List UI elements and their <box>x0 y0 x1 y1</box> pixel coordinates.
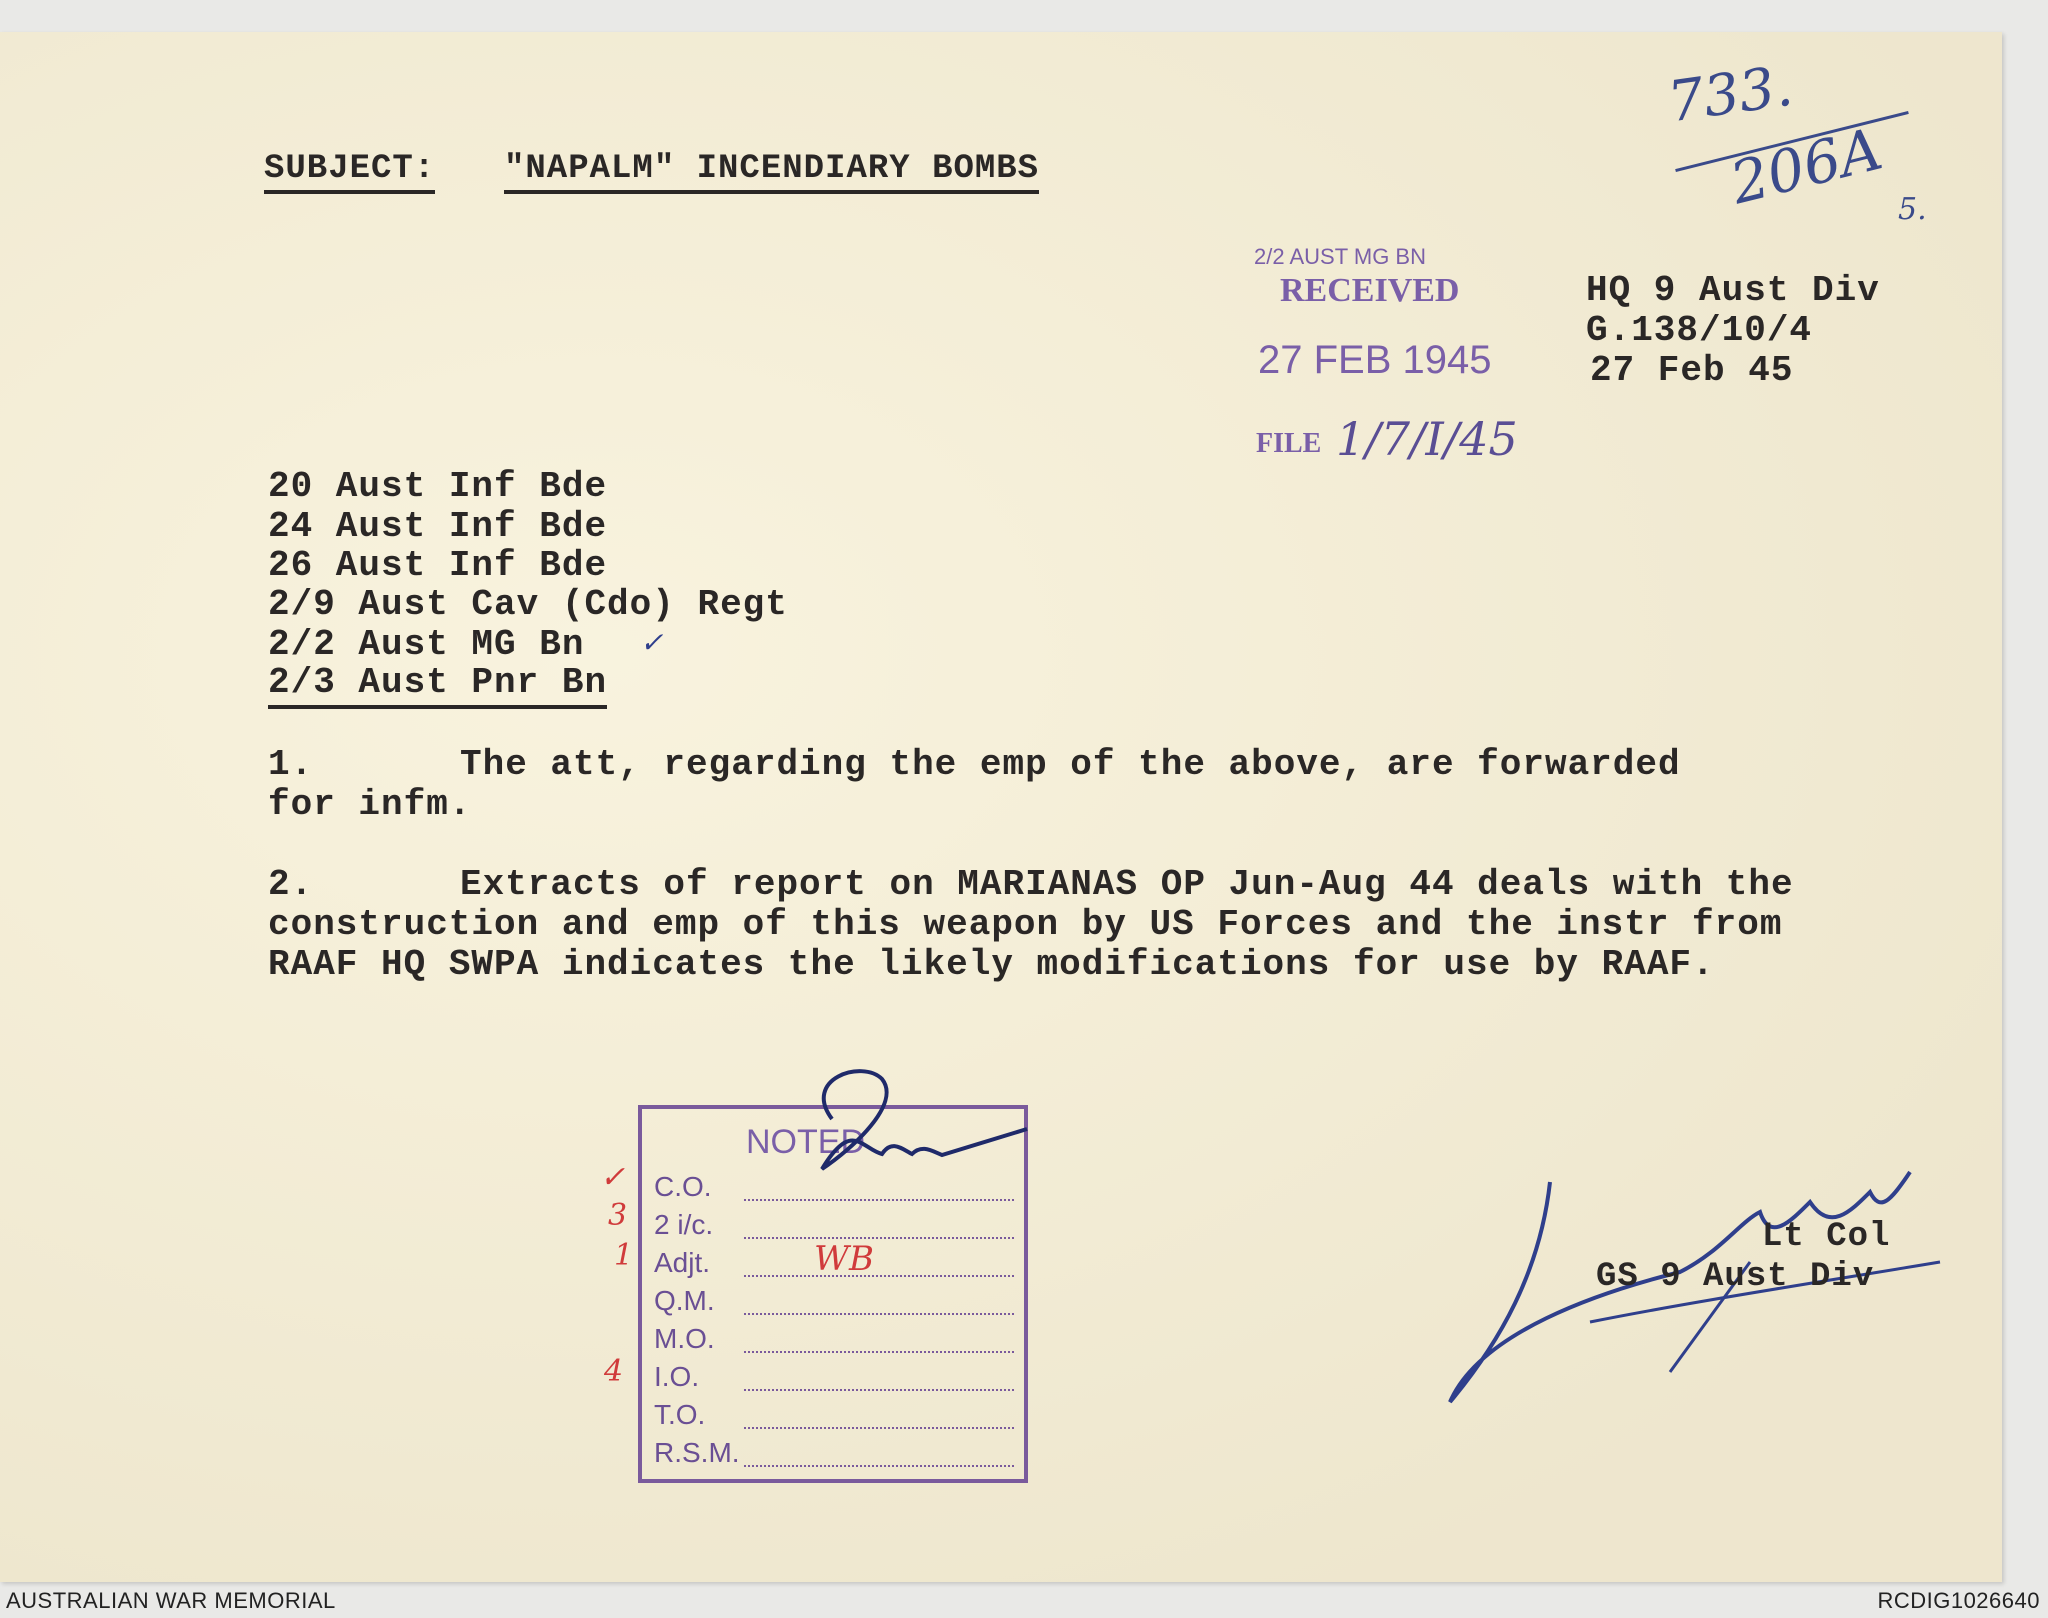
paragraph-2-line-3: RAAF HQ SWPA indicates the likely modifications for use by RAAF. <box>268 944 1715 985</box>
received-stamp-file-label: FILE <box>1256 428 1322 459</box>
noted-row-adjt <box>654 1239 1014 1285</box>
addressee-4: 2/9 Aust Cav (Cdo) Regt <box>268 584 788 625</box>
noted-row-label: R.S.M. <box>654 1437 740 1468</box>
addressee-3: 26 Aust Inf Bde <box>268 545 608 586</box>
noted-row-label: M.O. <box>654 1323 715 1354</box>
received-stamp-file-number: 1/7/I/45 <box>1336 412 1518 466</box>
archive-ref-small: 5. <box>1898 192 1927 227</box>
addressee-5: 2/2 Aust MG Bn <box>268 624 585 665</box>
subject-label: SUBJECT: <box>264 150 435 194</box>
sender-hq: HQ 9 Aust Div <box>1586 270 1880 311</box>
paragraph-1-number: 1. <box>268 744 314 785</box>
paragraph-1-line-1: The att, regarding the emp of the above, are forwarded <box>460 744 1681 785</box>
subject-title: "NAPALM" INCENDIARY BOMBS <box>504 150 1039 194</box>
archive-ref-bottom: 206A <box>1724 114 1889 218</box>
footer-record-id: RCDIG1026640 <box>1877 1588 2040 1613</box>
paragraph-2-number: 2. <box>268 864 314 905</box>
noted-row-to <box>654 1399 1014 1437</box>
noted-stamp-title: NOTED <box>746 1123 865 1161</box>
sender-reference: G.138/10/4 <box>1586 310 1813 351</box>
co-signature-scribble <box>792 1059 1032 1209</box>
noted-row-rsm <box>654 1437 1014 1475</box>
noted-row-label: I.O. <box>654 1361 700 1392</box>
noted-stamp <box>638 1105 1028 1483</box>
noted-mark-2ic: 3 <box>608 1198 628 1233</box>
noted-mark-io: 4 <box>604 1354 624 1389</box>
noted-mark-co: ✓ <box>600 1160 626 1195</box>
noted-mark-adjt: 1 <box>614 1238 634 1273</box>
noted-row-mo <box>654 1323 1014 1361</box>
noted-row-initials: WB <box>814 1239 874 1279</box>
noted-row-label: 2 i/c. <box>654 1209 714 1240</box>
paragraph-2-line-2: construction and emp of this weapon by US Forces and the instr from <box>268 904 1783 945</box>
noted-row-label: Q.M. <box>654 1285 715 1316</box>
addressee-6: 2/3 Aust Pnr Bn <box>268 662 607 709</box>
received-stamp-label: RECEIVED <box>1280 272 1460 309</box>
noted-row-label: T.O. <box>654 1399 706 1430</box>
signatory-rank: Lt Col <box>1762 1218 1891 1256</box>
noted-row-label: Adjt. <box>654 1247 711 1278</box>
signatory-appointment: GS 9 Aust Div <box>1596 1258 1875 1296</box>
noted-row-qm <box>654 1285 1014 1323</box>
addressee-2: 24 Aust Inf Bde <box>268 506 608 547</box>
archive-ref-top: 733. <box>1664 53 1797 136</box>
noted-row-label: C.O. <box>654 1171 712 1202</box>
footer-archive-name: AUSTRALIAN WAR MEMORIAL <box>6 1588 336 1613</box>
paragraph-2-line-1: Extracts of report on MARIANAS OP Jun-Aug 44 deals with the <box>460 864 1794 905</box>
paragraph-1-line-2: for infm. <box>268 784 472 825</box>
tick-mark: ✓ <box>640 626 664 659</box>
received-stamp-date: 27 FEB 1945 <box>1258 338 1492 382</box>
addressee-1: 20 Aust Inf Bde <box>268 466 608 507</box>
document-page <box>0 32 2002 1582</box>
received-stamp-unit: 2/2 AUST MG BN <box>1254 244 1426 269</box>
noted-row-io <box>654 1361 1014 1399</box>
sender-date: 27 Feb 45 <box>1590 350 1794 391</box>
